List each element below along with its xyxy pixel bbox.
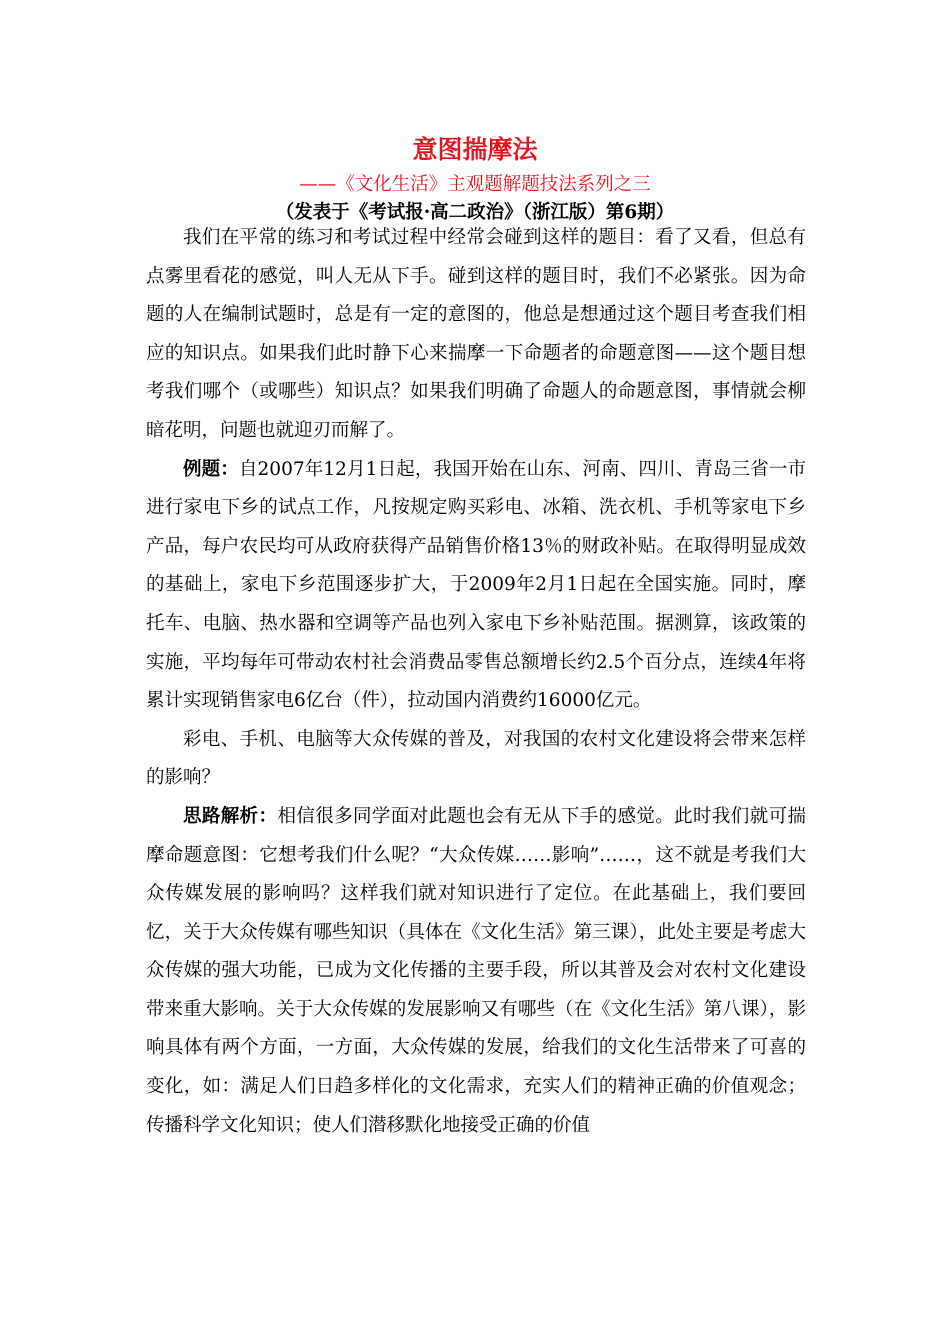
example-text: 自2007年12月1日起，我国开始在山东、河南、四川、青岛三省一市进行家电下乡的试点工作，凡按规定购买彩电、冰箱、洗衣机、手机等家电下乡产品，每户农民均可从政府获得产品销售价格13％的财政补贴。在取得明显成效的基础上，家电下乡范围逐步扩大，于2009年2月1日起在全国实施。同时，摩托车、电脑、热水器和空调等产品也列入家电下乡补贴范围。据测算，该政策的实施，平均每年可带动农村社会消费品零售总额增长约2.5个百分点，连续4年将累计实现销售家电6亿台（件），拉动国内消费约16000亿元。 bbox=[146, 458, 806, 712]
publication-note: （发表于《考试报·高二政治》（浙江版）第6期） bbox=[275, 202, 675, 223]
intro-paragraph: 我们在平常的练习和考试过程中经常会碰到这样的题目：看了又看，但总有点雾里看花的感觉，叫人无从下手。碰到这样的题目时，我们不必紧张。因为命题的人在编制试题时，总是有一定的意图的，他总是想通过这个题目考查我们相应的知识点。如果我们此时静下心来揣摩一下命题者的命题意图——这个题目想考我们哪个（或哪些）知识点？如果我们明确了命题人的命题意图，事情就会柳暗花明，问题也就迎刃而解了。 bbox=[146, 227, 806, 441]
analysis-label: 思路解析： bbox=[183, 805, 278, 827]
analysis-text: 相信很多同学面对此题也会有无从下手的感觉。此时我们就可揣摩命题意图：它想考我们什么呢？“大众传媒……影响”……，这不就是考我们大众传媒发展的影响吗？这样我们就对知识进行了定位。在此基础上，我们要回忆，关于大众传媒有哪些知识（具体在《文化生活》第三课），此处主要是考虑大众传媒的强大功能，已成为文化传播的主要手段，所以其普及会对农村文化建设带来重大影响。关于大众传媒的发展影响又有哪些（在《文化生活》第八课），影响具体有两个方面，一方面，大众传媒的发展，给我们的文化生活带来了可喜的变化，如：满足人们日趋多样化的文化需求，充实人们的精神正确的价值观念；传播科学文化知识；使人们潜移默化地接受正确的价值 bbox=[146, 805, 806, 1136]
document-body bbox=[146, 219, 806, 1145]
analysis-paragraph bbox=[146, 798, 806, 1145]
example-paragraph bbox=[146, 451, 806, 721]
document-subtitle: ——《文化生活》主观题解题技法系列之三 bbox=[299, 174, 651, 195]
document-title: 意图揣摩法 bbox=[412, 135, 538, 164]
example-label: 例题： bbox=[183, 458, 239, 480]
question-paragraph: 彩电、手机、电脑等大众传媒的普及，对我国的农村文化建设将会带来怎样的影响？ bbox=[146, 728, 806, 789]
